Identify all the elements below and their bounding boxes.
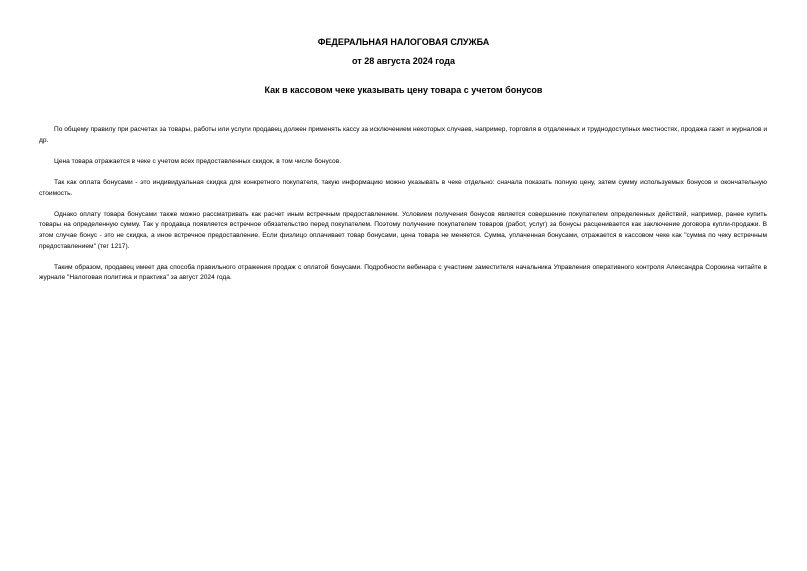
paragraph: По общему правилу при расчетах за товары, работы или услуги продавец должен применять кассу за исключением некоторых случаев, например, торговля в отдаленных и труднодоступных местностях, продажа газет и журналов и др. <box>39 126 767 144</box>
paragraph: Так как оплата бонусами - это индивидуальная скидка для конкретного покупателя, такую информацию можно указывать в чеке отдельно: сначала показать полную цену, затем сумму используемых бонусов и окончательную стоимость. <box>39 178 767 197</box>
document-title: Как в кассовом чеке указывать цену товара с учетом бонусов <box>264 85 543 95</box>
agency-name: ФЕДЕРАЛЬНАЯ НАЛОГОВАЯ СЛУЖБА <box>317 37 490 47</box>
paragraph: Таким образом, продавец имеет два способа правильного отражения продаж с оплатой бонусами. Подробности вебинара с участием заместителя начальника Управления оперативного контроля Александра Сорокина читайте в журнале "Налоговая политика и практика" за август 2024 года. <box>39 263 767 282</box>
paragraph: Цена товара отражается в чеке с учетом всех предоставленных скидок, в том числе бонусов. <box>54 157 342 165</box>
paragraph: Однако оплату товара бонусами также можно рассматривать как расчет иным встречным предоставлением. Условием получения бонусов является совершение покупателем определенных действий, например, ранее купить товары на определенную сумму. Так у продавца появляется встречное обязательство перед покупателем. Поэтому получение покупателем товаров (работ, услуг) за бонусы расценивается как заключение договора купли-продажи. В этом случае бонус - это не скидка, а иное встречное предоставление. Если физлицо оплачивает товар бонусами, цена товара не меняется. Сумма, уплаченная бонусами, отражается в кассовом чеке как "сумма по чеку встречным предоставлением" (тег 1217). <box>39 210 767 250</box>
document-body <box>39 125 767 295</box>
document-date: от 28 августа 2024 года <box>352 56 455 66</box>
